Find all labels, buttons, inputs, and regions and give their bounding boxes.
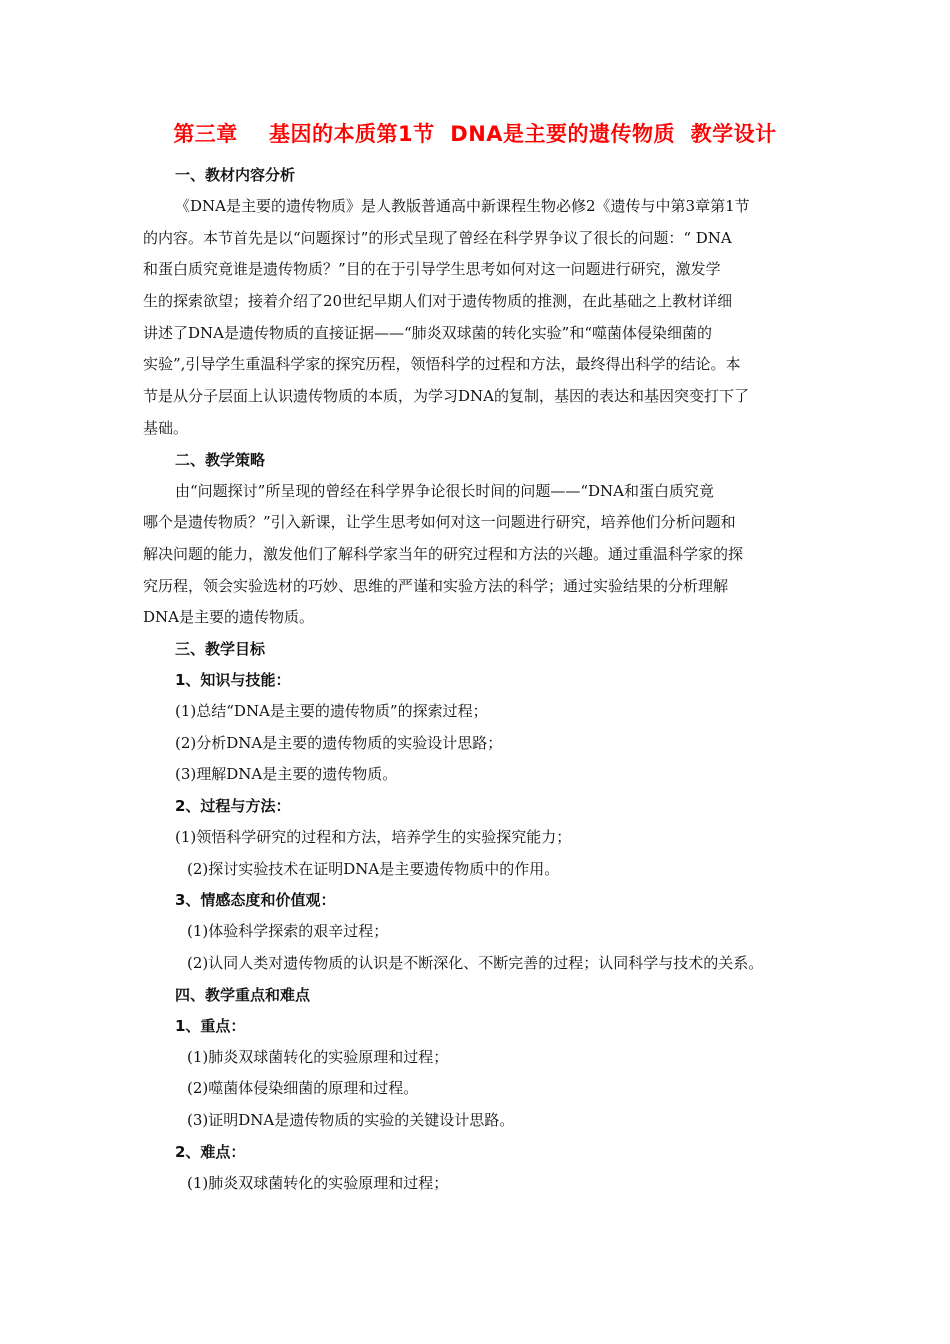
- document-body: [143, 160, 815, 1200]
- subheading-process-method: 2、过程与方法：: [175, 797, 291, 815]
- paragraph-line: 《DNA是主要的遗传物质》是人教版普通高中新课程生物必修2《遗传与中第3章第1节: [175, 197, 750, 215]
- subheading-key-points: 1、重点：: [175, 1016, 246, 1035]
- section-heading-content-analysis: 一、教材内容分析: [175, 166, 296, 184]
- paragraph-line: 由“问题探讨”所呈现的曾经在科学界争论很长时间的问题——“DNA和蛋白质究竟: [175, 481, 714, 500]
- paragraph-line: 实验”,引导学生重温科学家的探究历程，领悟科学的过程和方法，最终得出科学的结论。本: [143, 355, 741, 374]
- section-heading-teaching-strategy: 二、教学策略: [175, 450, 266, 469]
- subheading-difficult-points: 2、难点：: [175, 1142, 246, 1161]
- paragraph-line: 讲述了DNA是遗传物质的直接证据——“肺炎双球菌的转化实验”和“噬菌体侵染细菌的: [143, 323, 712, 342]
- teaching-strategy-paragraph: [143, 476, 815, 634]
- paragraph-line: 基础。: [143, 418, 189, 437]
- section-heading-teaching-goals: 三、教学目标: [175, 639, 266, 658]
- paragraph-line: 节是从分子层面上认识遗传物质的本质，为学习DNA的复制，基因的表达和基因突变打下了: [143, 387, 749, 406]
- section-heading-key-difficult-points: 四、教学重点和难点: [175, 985, 311, 1004]
- list-item: (1)总结“DNA是主要的遗传物质”的探索过程；: [175, 701, 488, 720]
- list-item: (3)证明DNA是遗传物质的实验的关键设计思路。: [187, 1111, 515, 1130]
- paragraph-line: DNA是主要的遗传物质。: [143, 608, 314, 627]
- paragraph-line: 的内容。本节首先是以“问题探讨”的形式呈现了曾经在科学界争议了很长的问题：“ DNA: [143, 228, 732, 247]
- list-item: (1)肺炎双球菌转化的实验原理和过程；: [187, 1047, 449, 1066]
- subheading-knowledge-skills: 1、知识与技能：: [175, 670, 291, 689]
- list-item: (2)探讨实验技术在证明DNA是主要遗传物质中的作用。: [187, 859, 560, 878]
- list-item: (2)认同人类对遗传物质的认识是不断深化、不断完善的过程；认同科学与技术的关系。: [187, 954, 764, 973]
- paragraph-line: 究历程，领会实验选材的巧妙、思维的严谨和实验方法的科学；通过实验结果的分析理解: [143, 576, 729, 595]
- content-analysis-paragraph: [143, 191, 815, 445]
- paragraph-line: 生的探索欲望；接着介绍了20世纪早期人们对于遗传物质的推测，在此基础之上教材详细: [143, 292, 733, 311]
- list-item: (1)肺炎双球菌转化的实验原理和过程；: [187, 1173, 449, 1192]
- document-title: 第三章 基因的本质第1节 DNA是主要的遗传物质 教学设计: [173, 122, 777, 146]
- subheading-attitude-values: 3、情感态度和价值观：: [175, 891, 336, 910]
- list-item: (2)分析DNA是主要的遗传物质的实验设计思路；: [175, 733, 503, 752]
- paragraph-line: 解决问题的能力，激发他们了解科学家当年的研究过程和方法的兴趣。通过重温科学家的探: [143, 544, 744, 563]
- list-item: (1)体验科学探索的艰辛过程；: [187, 922, 389, 941]
- paragraph-line: 和蛋白质究竟谁是遗传物质？”目的在于引导学生思考如何对这一问题进行研究，激发学: [143, 260, 721, 279]
- list-item: (1)领悟科学研究的过程和方法，培养学生的实验探究能力；: [175, 828, 572, 846]
- list-item: (3)理解DNA是主要的遗传物质。: [175, 765, 398, 784]
- list-item: (2)噬菌体侵染细菌的原理和过程。: [187, 1079, 419, 1098]
- paragraph-line: 哪个是遗传物质？”引入新课，让学生思考如何对这一问题进行研究，培养他们分析问题和: [143, 513, 736, 532]
